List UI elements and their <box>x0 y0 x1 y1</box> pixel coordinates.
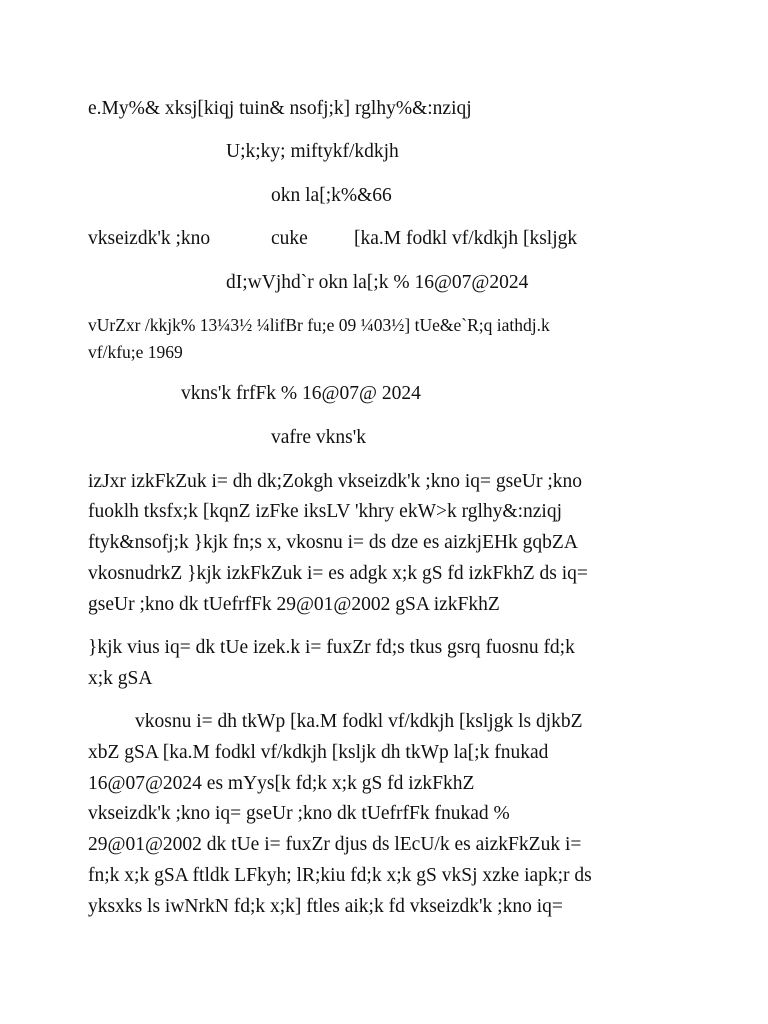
paragraph-3-line: fn;k x;k gSA ftldk LFkyh; lR;kiu fd;k x;k gS vkSj xzke iapk;r ds <box>88 865 592 886</box>
paragraph-1-line: gseUr ;kno dk tUefrfFk 29@01@2002 gSA izkFkhZ <box>88 594 500 615</box>
case-type: okn la[;k%&66 <box>271 185 392 206</box>
paragraph-1-line: izJxr izkFkZuk i= dh dk;Zokgh vkseizdk'k ;kno iq= gseUr ;kno <box>88 471 583 492</box>
paragraph-3-line: vkseizdk'k ;kno iq= gseUr ;kno dk tUefrfFk fnukad % <box>88 803 510 824</box>
computerized-case-number: dI;wVjhd`r okn la[;k % 16@07@2024 <box>226 272 529 293</box>
order-heading: vafre vkns'k <box>271 427 367 448</box>
paragraph-2-line: }kjk vius iq= dk tUe izek.k i= fuxZr fd;s tkus gsrq fuosnu fd;k <box>88 637 575 658</box>
paragraph-3-line: xbZ gSA [ka.M fodkl vf/kdkjh [ksljk dh tkWp la[;k fnukad <box>88 742 549 763</box>
paragraph-3-line: yksxks ls iwNrkN fd;k x;k] ftles aik;k fd vkseizdk'k ;kno iq= <box>88 896 563 917</box>
respondent-name: [ka.M fodkl vf/kdkjh [ksljgk <box>354 228 578 249</box>
versus-label: cuke <box>271 228 308 249</box>
paragraph-1-line: vkosnudrkZ }kjk izkFkZuk i= es adgk x;k gS fd izkFkhZ ds iq= <box>88 563 588 584</box>
header-line: e.My%& xksj[kiqj tuin& nsofj;k] rglhy%&:nziqj <box>88 98 472 119</box>
paragraph-3-line: 29@01@2002 dk tUe i= fuxZr djus ds lEcU/k es aizkFkZuk i= <box>88 834 582 855</box>
section-line-1: vUrZxr /kkjk% 13¼3½ ¼lifBr fu;e 09 ¼03½] tUe&e`R;q iathdj.k <box>88 315 550 335</box>
paragraph-2-line: x;k gSA <box>88 668 153 689</box>
paragraph-1-line: fuoklh tksfx;k [kqnZ izFke iksLV 'khry ekW>k rglhy&:nziqj <box>88 501 562 522</box>
paragraph-1-line: ftyk&nsofj;k }kjk fn;s x, vkosnu i= ds dze es aizkjEHk gqbZA <box>88 532 578 553</box>
petitioner-name: vkseizdk'k ;kno <box>88 228 211 249</box>
paragraph-3-line: 16@07@2024 es mYys[k fd;k x;k gS fd izkFkhZ <box>88 773 475 794</box>
order-date: vkns'k frfFk % 16@07@ 2024 <box>181 383 421 404</box>
section-line-2: vf/kfu;e 1969 <box>88 342 183 362</box>
paragraph-3-line: vkosnu i= dh tkWp [ka.M fodkl vf/kdkjh [ksljgk ls djkbZ <box>135 711 583 732</box>
court-name: U;k;ky; miftykf/kdkjh <box>226 141 399 162</box>
